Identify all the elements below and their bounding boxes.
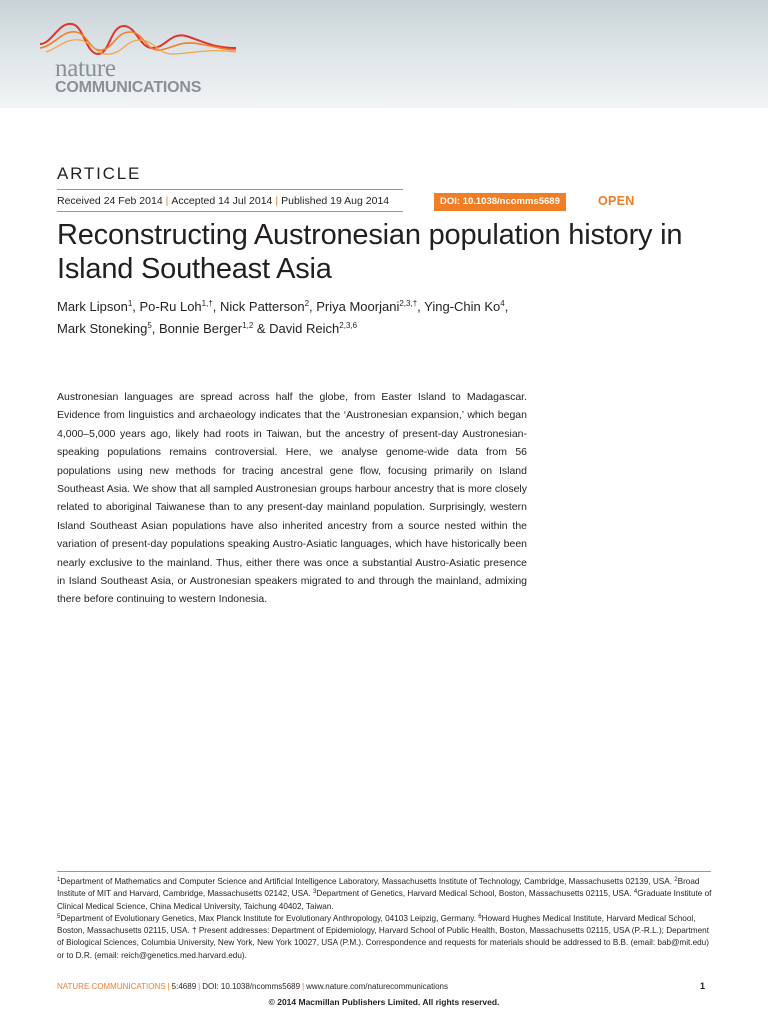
author-name[interactable]: Mark Stoneking (57, 321, 148, 336)
author-name[interactable]: Nick Patterson (220, 299, 305, 314)
affiliations-block (57, 876, 713, 962)
abstract-paragraph: Austronesian languages are spread across half the globe, from Easter Island to Madagascar. Evidence from linguistics and archaeology indicates that the ‘Austronesian expansion,’ which began 4,000–5,000 years ago, likely had roots in Taiwan, but the ancestry of present-day Austronesian-speaking populations remains controversial. Here, we analyse genome-wide data from 56 populations using new methods for tracing ancestral gene flow, focusing primarily on Island Southeast Asia. We show that all sampled Austronesian groups harbour ancestry that is more closely related to aboriginal Taiwanese than to any present-day mainland population. Surprisingly, western Island Southeast Asian populations have also inherited ancestry from a source nested within the variation of present-day populations speaking Austro-Asiatic languages, which have historically been nearly exclusive to the mainland. Thus, either there was once a substantial Austro-Asiatic presence in Island Southeast Asia, or Austronesian speakers migrated to and through the mainland, admixing there before continuing to western Indonesia. (57, 391, 527, 606)
doi-badge[interactable]: DOI: 10.1038/ncomms5689 (434, 193, 566, 211)
author-separator: , (212, 299, 221, 314)
footer-journal: NATURE COMMUNICATIONS (57, 982, 166, 991)
affiliation-text: Department of Evolutionary Genetics, Max Planck Institute for Evolutionary Anthropology, 04103 Leipzig, Germany. (60, 913, 479, 923)
footer-doi[interactable]: DOI: 10.1038/ncomms5689 (202, 982, 301, 991)
author-name[interactable]: Po-Ru Loh (139, 299, 202, 314)
author-affiliation-mark: 1,† (201, 299, 213, 308)
history-separator: | (275, 195, 279, 207)
logo-wave-icon (40, 18, 240, 60)
footer-separator: | (302, 982, 305, 991)
received-date: Received 24 Feb 2014 (57, 195, 163, 207)
author-name[interactable]: Ying-Chin Ko (424, 299, 501, 314)
author-name[interactable]: David Reich (269, 321, 340, 336)
affiliation-mark: 6 (478, 913, 482, 920)
author-affiliation-mark: 2,3,6 (339, 321, 358, 330)
journal-masthead (0, 0, 768, 108)
author-affiliation-mark: 4 (500, 299, 505, 308)
article-type-label: ARTICLE (57, 164, 142, 183)
affiliation-mark: 4 (633, 889, 638, 896)
footer-url[interactable]: www.nature.com/naturecommunications (306, 982, 448, 991)
open-access-label: OPEN (598, 194, 635, 208)
published-date: Published 19 Aug 2014 (281, 195, 390, 207)
author-name[interactable]: Mark Lipson (57, 299, 128, 314)
article-title: Reconstructing Austronesian population history in Island Southeast Asia (57, 219, 683, 285)
publication-history (57, 195, 389, 207)
affiliation-text: Department of Genetics, Harvard Medical School, Boston, Massachusetts 02115, USA. (316, 889, 634, 899)
page-number: 1 (700, 981, 706, 991)
author-affiliation-mark: 2 (304, 299, 310, 308)
footer-separator: | (167, 982, 170, 991)
author-affiliation-mark: 1 (127, 299, 133, 308)
affiliations-divider (57, 871, 711, 872)
history-divider-bottom (57, 211, 403, 212)
author-list (57, 296, 707, 340)
history-separator: | (165, 195, 169, 207)
author-affiliation-mark: 1,2 (242, 321, 254, 330)
accepted-date: Accepted 14 Jul 2014 (171, 195, 273, 207)
affiliation-text: Howard Hughes Medical Institute, Harvard Medical School, Boston, Massachusetts 02115, USA. (57, 913, 696, 936)
affiliation-text: Department of Mathematics and Computer Science and Artificial Intelligence Laboratory, Massachusetts Institute of Technology, Cambridge, Massachusetts 02139, USA. (60, 877, 675, 886)
present-address-and-correspondence: † Present addresses: Department of Epidemiology, Harvard School of Public Health, Boston, Massachusetts 02115, USA (P.-R.L.); Department of Biological Sciences, Columbia University, New York, New York 10027, USA (P.M.). Correspondence and requests for materials should be addressed to B.B. (email: bab@mit.edu) or to D.R. (email: reich@genetics.med.harvard.edu). (57, 926, 709, 960)
footer-volume: 5:4689 (171, 982, 197, 991)
logo-nature-text: nature (55, 55, 116, 82)
author-separator: , (504, 299, 509, 314)
author-separator: , (417, 299, 425, 314)
page-footer (57, 982, 448, 991)
affiliation-text: Graduate Institute of Clinical Medical Science, China Medical University, Taichung 40402, Taiwan. (57, 889, 712, 911)
author-affiliation-mark: 5 (147, 321, 152, 330)
history-divider-top (57, 189, 403, 190)
copyright-notice: © 2014 Macmillan Publishers Limited. All rights reserved. (268, 997, 500, 1007)
affiliation-mark: 5 (57, 913, 61, 920)
logo-communications-text: COMMUNICATIONS (55, 79, 202, 96)
affiliation-mark: 3 (313, 889, 317, 896)
author-affiliation-mark: 2,3,† (399, 299, 418, 308)
footer-separator: | (198, 982, 201, 991)
author-separator: , (132, 299, 140, 314)
author-separator: & (253, 321, 270, 336)
author-separator: , (309, 299, 317, 314)
author-name[interactable]: Priya Moorjani (316, 299, 400, 314)
author-separator: , (151, 321, 160, 336)
affiliation-text: Broad Institute of MIT and Harvard, Cambridge, Massachusetts 02142, USA. (57, 877, 700, 899)
affiliation-mark: 2 (674, 877, 678, 883)
author-name[interactable]: Bonnie Berger (159, 321, 243, 336)
affiliation-mark: 1 (57, 877, 61, 883)
